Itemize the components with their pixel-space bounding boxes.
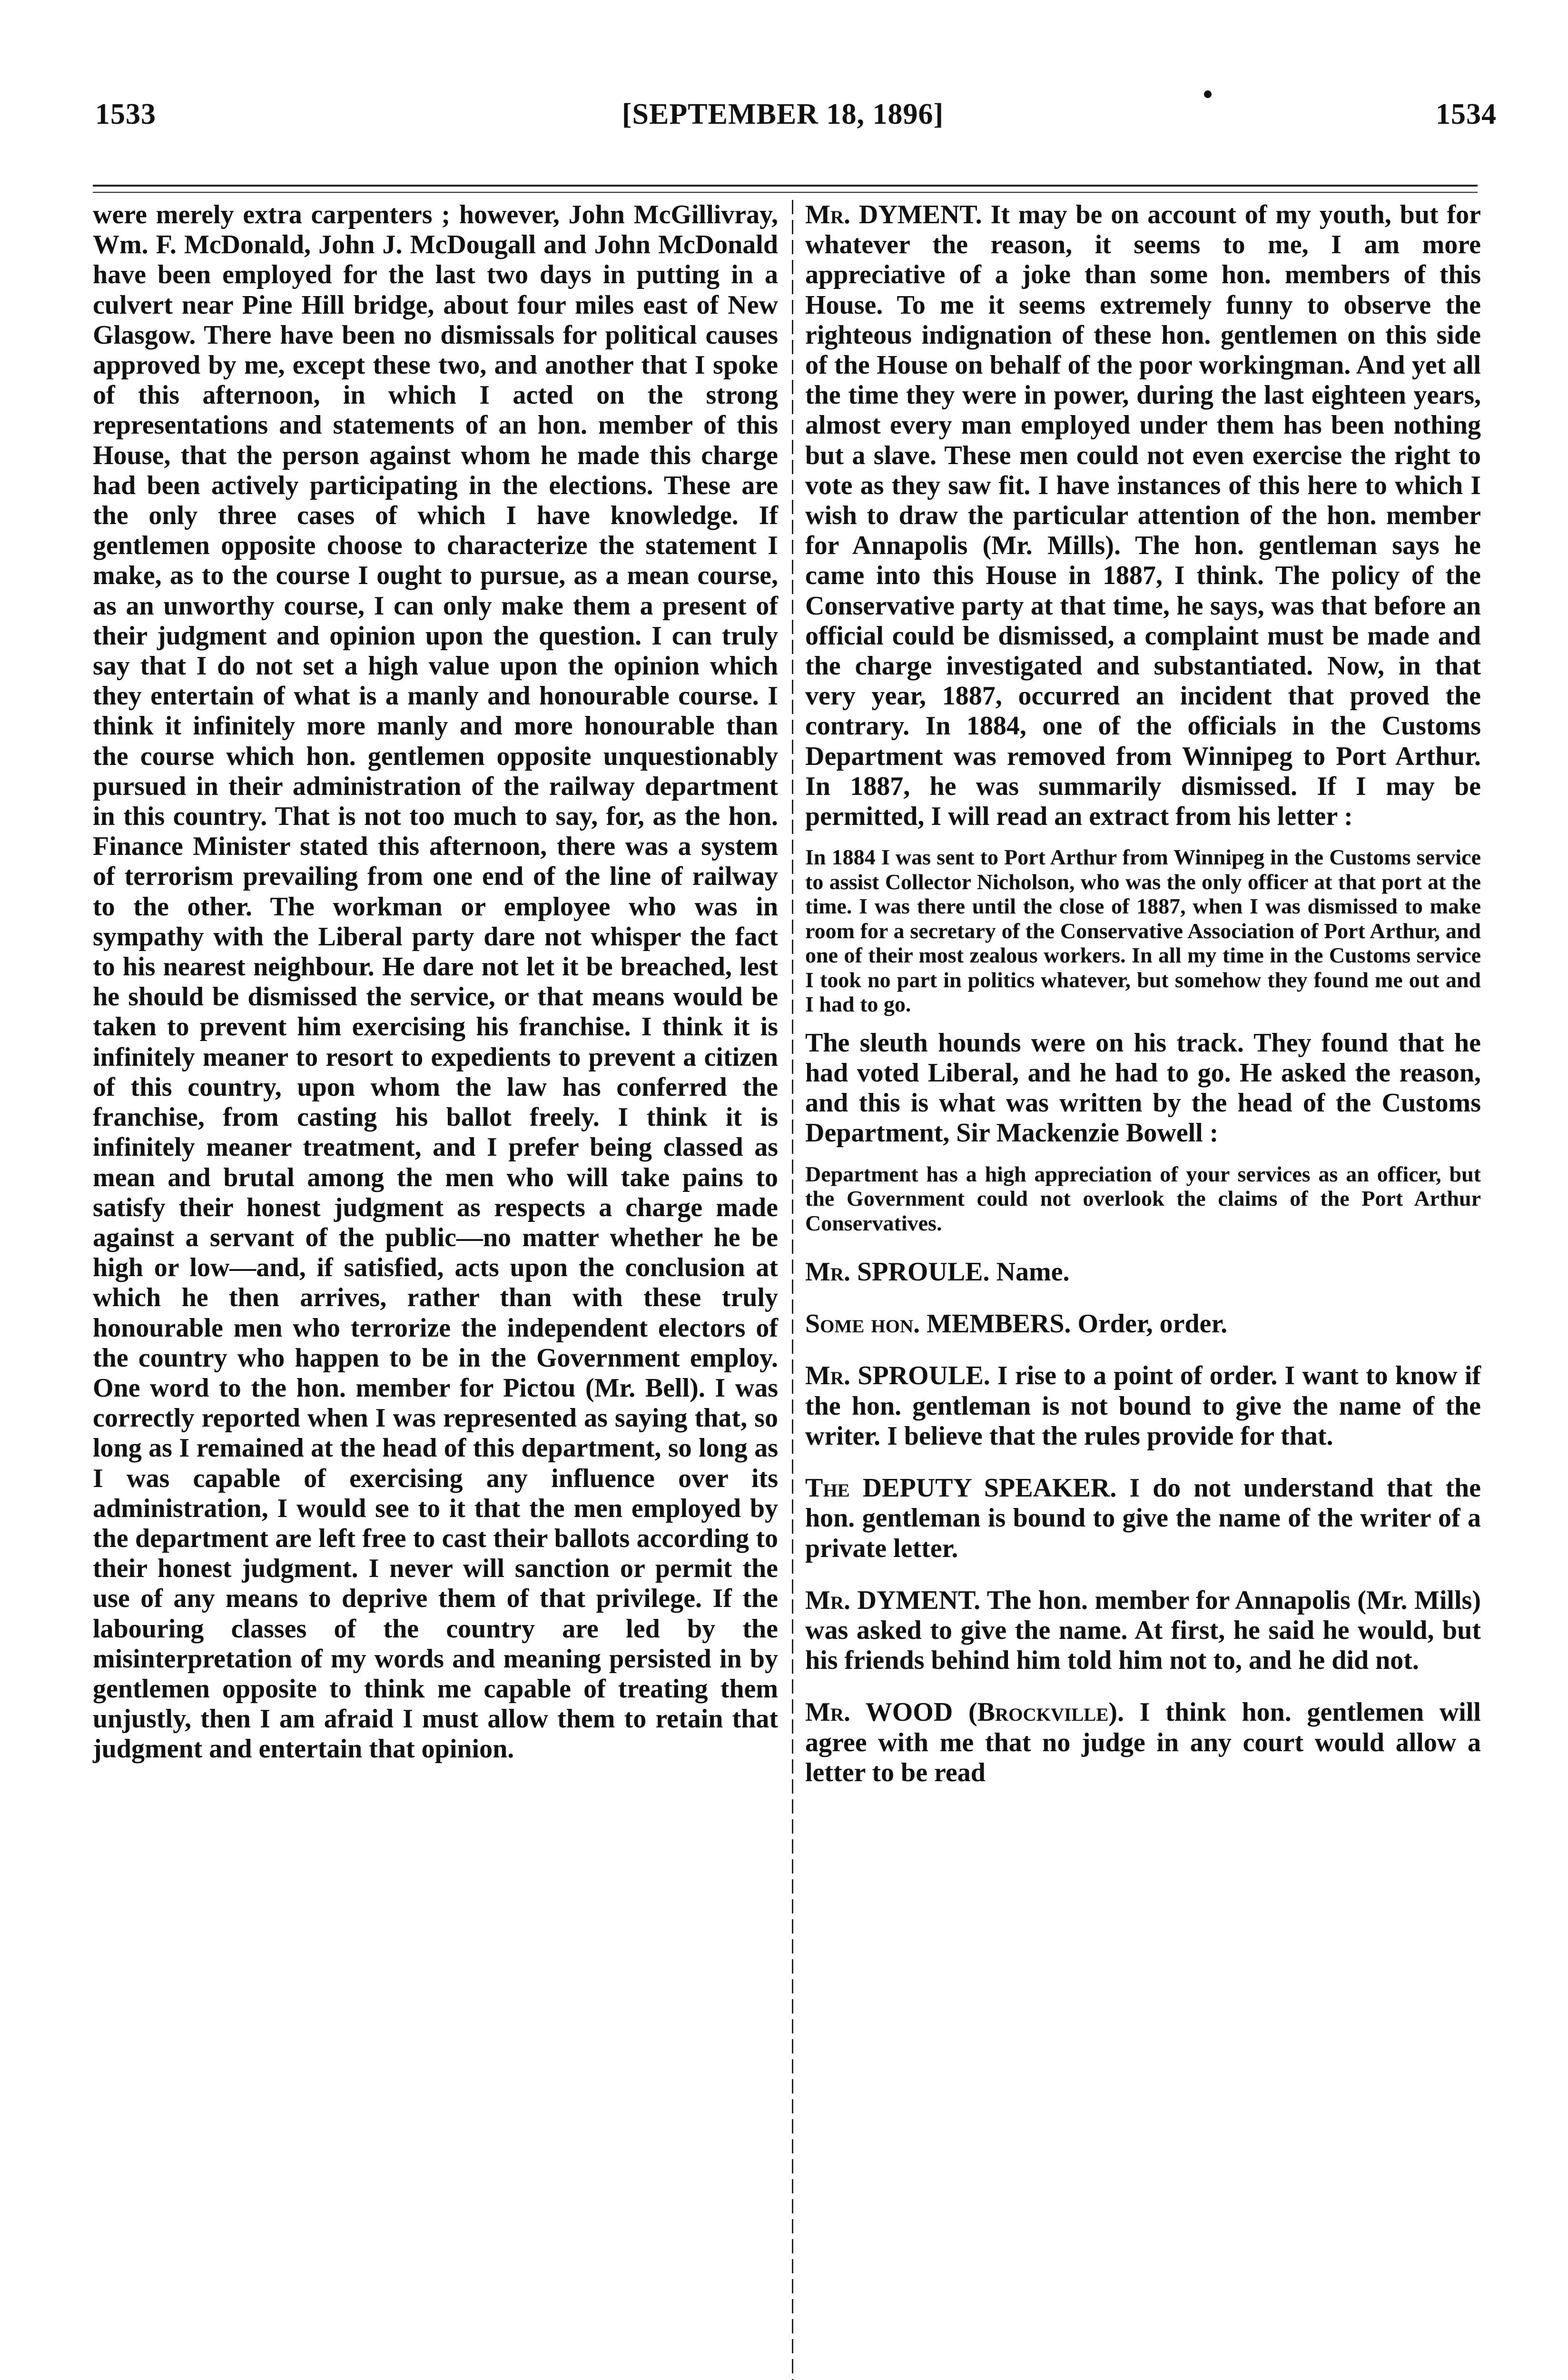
speaker-name: Mr. DYMENT.: [805, 1585, 981, 1615]
speech-text: I think hon. gentlemen will agree with me that no judge in any court would allow a letter to be read: [805, 1697, 1481, 1787]
speech-continuation: The sleuth hounds were on his track. They found that he had voted Liberal, and he had to go. He asked the reason, and this is what was written by the head of the Customs Department, Sir Mackenzie Bowell :: [805, 1028, 1481, 1148]
speech-text: I do not understand that the hon. gentleman is bound to give the name of the writer of a private letter.: [805, 1473, 1481, 1563]
speech-deputy-speaker: [805, 1473, 1481, 1564]
speaker-name: The DEPUTY SPEAKER.: [805, 1473, 1117, 1503]
speech-wood: [805, 1697, 1481, 1788]
speech-text: It may be on account of my youth, but for whatever the reason, it seems to me, I am more appreciative of a joke than some hon. members of this House. To me it seems extremely funny to observe the righteous indignation of these hon. gentlemen on this side of the House on behalf of the poor workingman. And yet all the time they were in power, during the last eighteen years, almost every man employed under them has been nothing but a slave. These men could not even exercise the right to vote as they saw fit. I have instances of this here to which I wish to draw the particular attention of the hon. member for Annapolis (Mr. Mills). The hon. gentleman says he came into this House in 1887, I think. The policy of the Conservative party at that time, he says, was that before an official could be dismissed, a complaint must be made and the charge investigated and substantiated. Now, in that very year, 1887, occurred an incident that proved the contrary. In 1884, one of the officials in the Customs Department was removed from Winnipeg to Port Arthur. In 1887, he was summarily dismissed. If I may be permitted, I will read an extract from his letter :: [805, 200, 1481, 832]
letter-extract-quote: In 1884 I was sent to Port Arthur from Winnipeg in the Customs service to assist Collector Nicholson, who was the only officer at that port at the time. I was there until the close of 1887, when I was dismissed to make room for a secretary of the Conservative Association of Port Arthur, and one of their most zealous workers. In all my time in the Customs service I took no part in politics whatever, but somehow they found me out and I had to go.: [805, 845, 1481, 1017]
left-column: [93, 200, 778, 1765]
speech-dyment-2: [805, 1586, 1481, 1676]
right-column: [805, 200, 1481, 1788]
speech-members: [805, 1309, 1481, 1339]
column-divider: [792, 200, 793, 2380]
speaker-name: Some hon. MEMBERS.: [805, 1309, 1071, 1339]
speech-text: Order, order.: [1071, 1309, 1228, 1339]
speech-text: I rise to a point of order. I want to know if the hon. gentleman is not bound to give the name of the writer. I believe that the rules provide for that.: [805, 1361, 1481, 1451]
department-reply-quote: Department has a high appreciation of your services as an officer, but the Government could not overlook the claims of the Port Arthur Conservatives.: [805, 1161, 1481, 1235]
speech-text: The hon. member for Annapolis (Mr. Mills) was asked to give the name. At first, he said he would, but his friends behind him told him not to, and he did not.: [805, 1585, 1481, 1676]
speaker-name: Mr. SPROULE.: [805, 1361, 990, 1391]
speech-sproule-2: [805, 1361, 1481, 1451]
right-page-number: 1534: [1436, 98, 1497, 130]
speech-text: Name.: [989, 1257, 1070, 1287]
speech-dyment-1: [805, 200, 1481, 832]
printer-dot-mark: [1204, 90, 1212, 98]
left-page-number: 1533: [95, 98, 156, 130]
speaker-name: Mr. SPROULE.: [805, 1257, 990, 1287]
speaker-name: Mr. DYMENT.: [805, 200, 982, 229]
header-rule-bottom: [93, 192, 1478, 193]
left-column-paragraph: were merely extra carpenters ; however, John McGillivray, Wm. F. McDonald, John J. McDougall and John McDonald have been employed for the last two days in putting in a culvert near Pine Hill bridge, about four miles east of New Glasgow. There have been no dismissals for political causes approved by me, except these two, and another that I spoke of this afternoon, in which I acted on the strong representations and statements of an hon. member of this House, that the person against whom he made this charge had been actively participating in the elections. These are the only three cases of which I have knowledge. If gentlemen opposite choose to characterize the statement I make, as to the course I ought to pursue, as a mean course, as an unworthy course, I can only make them a present of their judgment and opinion upon the question. I can truly say that I do not set a high value upon the opinion which they entertain of what is a manly and honourable course. I think it infinitely more manly and more honourable than the course which hon. gentlemen opposite unquestionably pursued in their administration of the railway department in this country. That is not too much to say, for, as the hon. Finance Minister stated this afternoon, there was a system of terrorism prevailing from one end of the line of railway to the other. The workman or employee who was in sympathy with the Liberal party dare not whisper the fact to his nearest neighbour. He dare not let it be breached, lest he should be dismissed the service, or that means would be taken to prevent him exercising his franchise. I think it is infinitely meaner to resort to expedients to prevent a citizen of this country, upon whom the law has conferred the franchise, from casting his ballot freely. I think it is infinitely meaner treatment, and I prefer being classed as mean and brutal among the men who will take pains to satisfy their honest judgment as respects a charge made against a servant of the public—no matter whether he be high or low—and, if satisfied, acts upon the conclusion at which he then arrives, rather than with these truly honourable men who terrorize the independent electors of the country who happen to be in the Government employ. One word to the hon. member for Pictou (Mr. Bell). I was correctly reported when I was represented as saying that, so long as I remained at the head of this department, so long as I was capable of exercising any influence over its administration, I would see to it that the men employed by the department are left free to cast their ballots according to their honest judgment. I never will sanction or permit the use of any means to deprive them of that privilege. If the labouring classes of the country are led by the misinterpretation of my words and meaning persisted in by gentlemen opposite to think me capable of treating them unjustly, then I am afraid I must allow them to retain that judgment and entertain that opinion.: [93, 200, 778, 1764]
header-rule-top: [93, 185, 1478, 187]
page-date-header: [SEPTEMBER 18, 1896]: [621, 98, 944, 130]
speech-sproule-1: [805, 1257, 1481, 1287]
speaker-name: Mr. WOOD (Brockville).: [805, 1697, 1124, 1727]
